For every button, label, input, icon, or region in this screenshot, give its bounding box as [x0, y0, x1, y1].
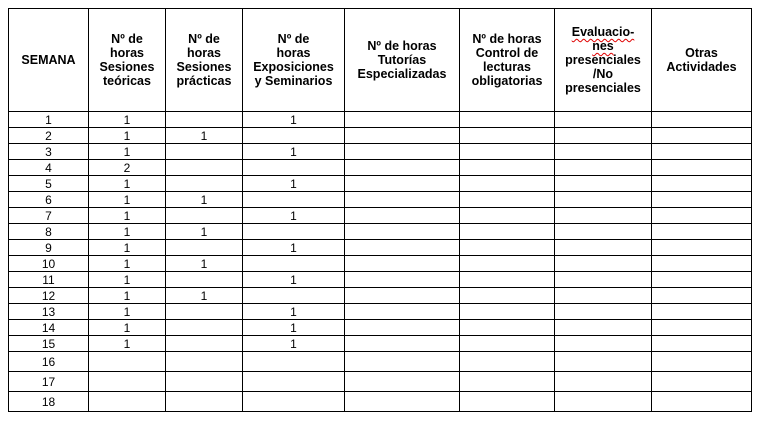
- cell-sesiones-practicas: [166, 336, 243, 352]
- cell-sesiones-practicas: 1: [166, 224, 243, 240]
- table-row: [9, 288, 752, 304]
- header-tutorias-especializadas: [345, 9, 460, 112]
- header-line: Otras: [685, 46, 718, 60]
- cell-exposiciones-seminarios: [243, 288, 345, 304]
- cell-tutorias-especializadas: [345, 256, 460, 272]
- header-line: presenciales: [565, 81, 641, 95]
- cell-evaluaciones: [555, 240, 652, 256]
- cell-semana: 7: [9, 208, 89, 224]
- header-semana: [9, 9, 89, 112]
- header-line: Nº de: [277, 32, 310, 46]
- table-row: [9, 208, 752, 224]
- cell-sesiones-teoricas: 1: [89, 336, 166, 352]
- cell-otras-actividades: [652, 288, 752, 304]
- cell-semana: 18: [9, 392, 89, 412]
- cell-evaluaciones: [555, 256, 652, 272]
- table-row: [9, 304, 752, 320]
- cell-sesiones-teoricas: 1: [89, 112, 166, 128]
- cell-semana: 15: [9, 336, 89, 352]
- cell-otras-actividades: [652, 240, 752, 256]
- cell-sesiones-practicas: [166, 372, 243, 392]
- cell-tutorias-especializadas: [345, 144, 460, 160]
- cell-tutorias-especializadas: [345, 392, 460, 412]
- cell-sesiones-teoricas: 1: [89, 288, 166, 304]
- cell-control-lecturas: [460, 288, 555, 304]
- cell-semana: 3: [9, 144, 89, 160]
- header-line: Nº de horas: [472, 32, 542, 46]
- cell-semana: 17: [9, 372, 89, 392]
- header-line: horas: [276, 46, 311, 60]
- cell-tutorias-especializadas: [345, 352, 460, 372]
- table-row: [9, 256, 752, 272]
- cell-evaluaciones: [555, 272, 652, 288]
- header-line: Exposiciones: [253, 60, 334, 74]
- header-line: obligatorias: [471, 74, 543, 88]
- cell-semana: 9: [9, 240, 89, 256]
- cell-evaluaciones: [555, 372, 652, 392]
- cell-otras-actividades: [652, 272, 752, 288]
- cell-evaluaciones: [555, 144, 652, 160]
- cell-evaluaciones: [555, 392, 652, 412]
- cell-sesiones-practicas: [166, 352, 243, 372]
- header-line: /No: [592, 67, 614, 81]
- cell-exposiciones-seminarios: 1: [243, 208, 345, 224]
- table-row: [9, 336, 752, 352]
- cell-tutorias-especializadas: [345, 320, 460, 336]
- cell-evaluaciones: [555, 224, 652, 240]
- cell-otras-actividades: [652, 224, 752, 240]
- header-row: [9, 9, 752, 112]
- cell-exposiciones-seminarios: 1: [243, 336, 345, 352]
- cell-sesiones-teoricas: [89, 392, 166, 412]
- cell-sesiones-practicas: [166, 392, 243, 412]
- cell-semana: 11: [9, 272, 89, 288]
- table-row: [9, 144, 752, 160]
- header-control-lecturas: [460, 9, 555, 112]
- cell-otras-actividades: [652, 352, 752, 372]
- cell-evaluaciones: [555, 112, 652, 128]
- cell-otras-actividades: [652, 112, 752, 128]
- table-row: [9, 272, 752, 288]
- table-row: [9, 128, 752, 144]
- header-line: Nº de: [111, 32, 143, 46]
- header-line: Nº de: [188, 32, 220, 46]
- cell-control-lecturas: [460, 372, 555, 392]
- cell-sesiones-practicas: [166, 176, 243, 192]
- header-line: nes: [592, 39, 614, 53]
- cell-control-lecturas: [460, 304, 555, 320]
- cell-control-lecturas: [460, 192, 555, 208]
- cell-sesiones-practicas: [166, 240, 243, 256]
- cell-evaluaciones: [555, 192, 652, 208]
- cell-exposiciones-seminarios: 1: [243, 304, 345, 320]
- table-row: [9, 240, 752, 256]
- cell-exposiciones-seminarios: [243, 372, 345, 392]
- cell-tutorias-especializadas: [345, 128, 460, 144]
- cell-exposiciones-seminarios: [243, 128, 345, 144]
- cell-sesiones-practicas: [166, 144, 243, 160]
- cell-exposiciones-seminarios: [243, 160, 345, 176]
- cell-exposiciones-seminarios: [243, 392, 345, 412]
- cell-sesiones-practicas: [166, 208, 243, 224]
- cell-sesiones-teoricas: 1: [89, 304, 166, 320]
- cell-control-lecturas: [460, 256, 555, 272]
- header-line: Sesiones: [176, 60, 232, 74]
- cell-sesiones-teoricas: 1: [89, 176, 166, 192]
- cell-sesiones-practicas: [166, 112, 243, 128]
- cell-control-lecturas: [460, 352, 555, 372]
- cell-semana: 10: [9, 256, 89, 272]
- cell-control-lecturas: [460, 160, 555, 176]
- cell-control-lecturas: [460, 176, 555, 192]
- cell-exposiciones-seminarios: [243, 256, 345, 272]
- cell-exposiciones-seminarios: 1: [243, 240, 345, 256]
- cell-control-lecturas: [460, 224, 555, 240]
- table-row: [9, 320, 752, 336]
- cell-tutorias-especializadas: [345, 176, 460, 192]
- cell-semana: 2: [9, 128, 89, 144]
- header-otras-actividades: [652, 9, 752, 112]
- cell-otras-actividades: [652, 128, 752, 144]
- cell-evaluaciones: [555, 208, 652, 224]
- cell-control-lecturas: [460, 208, 555, 224]
- cell-exposiciones-seminarios: [243, 224, 345, 240]
- cell-control-lecturas: [460, 336, 555, 352]
- cell-sesiones-teoricas: 1: [89, 320, 166, 336]
- header-line: prácticas: [176, 74, 232, 88]
- cell-semana: 5: [9, 176, 89, 192]
- cell-otras-actividades: [652, 208, 752, 224]
- cell-tutorias-especializadas: [345, 272, 460, 288]
- table-row: [9, 160, 752, 176]
- cell-evaluaciones: [555, 336, 652, 352]
- cell-semana: 14: [9, 320, 89, 336]
- cell-tutorias-especializadas: [345, 112, 460, 128]
- header-sesiones-practicas: [166, 9, 243, 112]
- cell-evaluaciones: [555, 160, 652, 176]
- cell-semana: 8: [9, 224, 89, 240]
- cell-sesiones-practicas: [166, 160, 243, 176]
- cell-otras-actividades: [652, 144, 752, 160]
- header-line: teóricas: [103, 74, 151, 88]
- cell-otras-actividades: [652, 256, 752, 272]
- cell-sesiones-teoricas: [89, 352, 166, 372]
- cell-evaluaciones: [555, 352, 652, 372]
- cell-otras-actividades: [652, 392, 752, 412]
- cell-sesiones-practicas: [166, 304, 243, 320]
- header-line: Evaluacio-: [571, 25, 635, 39]
- table-row: [9, 176, 752, 192]
- cell-sesiones-teoricas: 1: [89, 256, 166, 272]
- table-row: [9, 372, 752, 392]
- cell-sesiones-practicas: 1: [166, 256, 243, 272]
- cell-evaluaciones: [555, 288, 652, 304]
- header-line: Actividades: [666, 60, 737, 74]
- cell-control-lecturas: [460, 320, 555, 336]
- table-row: [9, 224, 752, 240]
- cell-sesiones-practicas: 1: [166, 192, 243, 208]
- cell-tutorias-especializadas: [345, 336, 460, 352]
- header-line: presenciales: [565, 53, 641, 67]
- cell-evaluaciones: [555, 304, 652, 320]
- cell-sesiones-practicas: [166, 320, 243, 336]
- cell-tutorias-especializadas: [345, 240, 460, 256]
- header-evaluaciones: [555, 9, 652, 112]
- cell-semana: 16: [9, 352, 89, 372]
- cell-exposiciones-seminarios: 1: [243, 320, 345, 336]
- cell-otras-actividades: [652, 192, 752, 208]
- cell-sesiones-teoricas: 1: [89, 144, 166, 160]
- cell-control-lecturas: [460, 128, 555, 144]
- table-row: [9, 392, 752, 412]
- cell-sesiones-teoricas: 1: [89, 208, 166, 224]
- cell-evaluaciones: [555, 320, 652, 336]
- cell-otras-actividades: [652, 336, 752, 352]
- cell-exposiciones-seminarios: [243, 192, 345, 208]
- cell-tutorias-especializadas: [345, 160, 460, 176]
- header-line: Sesiones: [99, 60, 155, 74]
- header-sesiones-teoricas: [89, 9, 166, 112]
- cell-otras-actividades: [652, 304, 752, 320]
- cell-sesiones-teoricas: 1: [89, 128, 166, 144]
- cell-evaluaciones: [555, 128, 652, 144]
- cell-otras-actividades: [652, 176, 752, 192]
- cell-sesiones-teoricas: 1: [89, 240, 166, 256]
- header-line: Nº de horas: [367, 39, 437, 53]
- cell-sesiones-teoricas: 1: [89, 272, 166, 288]
- cell-semana: 1: [9, 112, 89, 128]
- cell-tutorias-especializadas: [345, 288, 460, 304]
- cell-semana: 4: [9, 160, 89, 176]
- header-line: Control de: [475, 46, 539, 60]
- cell-evaluaciones: [555, 176, 652, 192]
- header-line: lecturas: [483, 60, 531, 74]
- header-line: horas: [109, 46, 145, 60]
- cell-semana: 13: [9, 304, 89, 320]
- cell-tutorias-especializadas: [345, 192, 460, 208]
- table-row: [9, 352, 752, 372]
- cell-control-lecturas: [460, 240, 555, 256]
- table-row: [9, 112, 752, 128]
- cell-tutorias-especializadas: [345, 304, 460, 320]
- cell-sesiones-teoricas: 1: [89, 224, 166, 240]
- cell-sesiones-teoricas: 1: [89, 192, 166, 208]
- cell-control-lecturas: [460, 112, 555, 128]
- cell-control-lecturas: [460, 272, 555, 288]
- cell-sesiones-teoricas: [89, 372, 166, 392]
- cell-sesiones-teoricas: 2: [89, 160, 166, 176]
- header-exposiciones-seminarios: [243, 9, 345, 112]
- cell-otras-actividades: [652, 372, 752, 392]
- cell-otras-actividades: [652, 320, 752, 336]
- cell-exposiciones-seminarios: 1: [243, 176, 345, 192]
- header-line: y Seminarios: [254, 74, 333, 88]
- cell-semana: 12: [9, 288, 89, 304]
- cell-tutorias-especializadas: [345, 224, 460, 240]
- weekly-hours-table: [8, 8, 752, 412]
- header-line: SEMANA: [21, 53, 76, 67]
- cell-control-lecturas: [460, 144, 555, 160]
- header-line: Especializadas: [357, 67, 447, 81]
- header-line: Tutorías: [377, 53, 427, 67]
- cell-exposiciones-seminarios: 1: [243, 112, 345, 128]
- cell-exposiciones-seminarios: 1: [243, 272, 345, 288]
- cell-tutorias-especializadas: [345, 208, 460, 224]
- cell-sesiones-practicas: [166, 272, 243, 288]
- table-body: [9, 112, 752, 412]
- cell-control-lecturas: [460, 392, 555, 412]
- table-row: [9, 192, 752, 208]
- cell-otras-actividades: [652, 160, 752, 176]
- cell-tutorias-especializadas: [345, 372, 460, 392]
- header-line: horas: [186, 46, 222, 60]
- cell-exposiciones-seminarios: [243, 352, 345, 372]
- cell-semana: 6: [9, 192, 89, 208]
- cell-sesiones-practicas: 1: [166, 128, 243, 144]
- cell-exposiciones-seminarios: 1: [243, 144, 345, 160]
- cell-sesiones-practicas: 1: [166, 288, 243, 304]
